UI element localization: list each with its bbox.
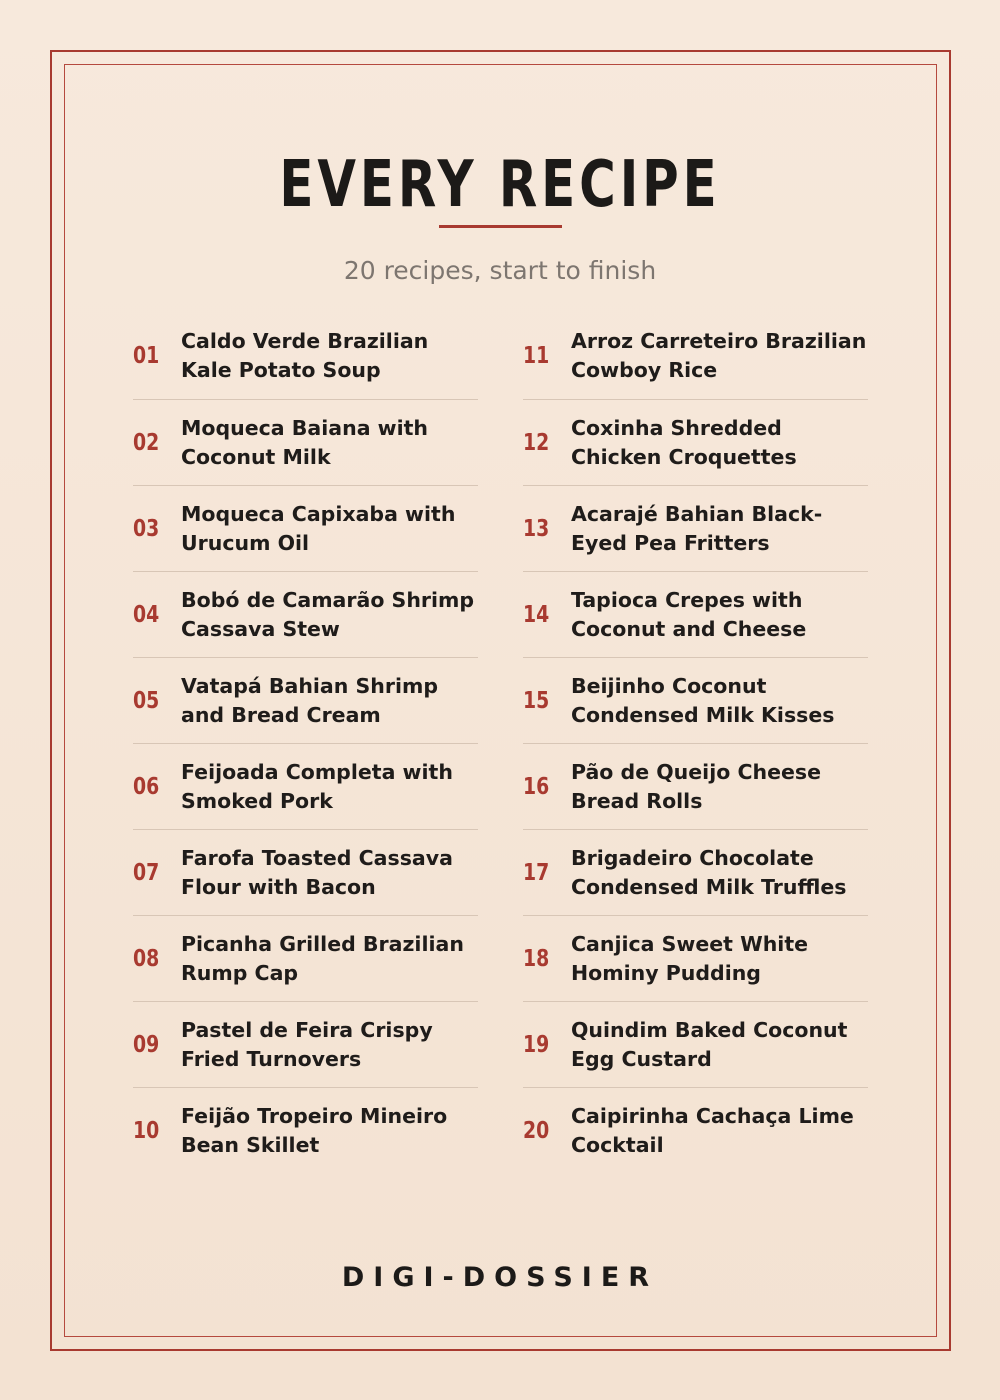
recipe-number: 03 [133,515,160,542]
recipe-number: 15 [523,687,550,714]
recipe-list-item [523,399,868,485]
recipe-list-item [133,399,478,485]
recipe-number: 17 [523,859,550,886]
recipe-name: Beijinho Coconut Condensed Milk Kisses [571,673,835,727]
recipe-list-item [523,1087,868,1173]
recipe-name: Farofa Toasted Cassava Flour with Bacon [181,845,453,899]
recipe-number: 07 [133,859,160,886]
recipe-number: 12 [523,429,550,456]
recipe-name: Moqueca Capixaba with Urucum Oil [181,501,456,555]
recipe-name: Canjica Sweet White Hominy Pudding [571,931,809,985]
recipe-number: 18 [523,945,550,972]
recipe-list-item [523,571,868,657]
recipe-list-right [523,313,868,1173]
recipe-name: Arroz Carreteiro Brazilian Cowboy Rice [571,329,867,382]
recipe-number: 08 [133,945,160,972]
recipe-name: Coxinha Shredded Chicken Croquettes [571,415,797,469]
recipe-list-item [133,915,478,1001]
recipe-list-item [523,1001,868,1087]
recipe-name: Acarajé Bahian Black-Eyed Pea Fritters [571,501,823,555]
recipe-list-item [523,829,868,915]
recipe-name: Vatapá Bahian Shrimp and Bread Cream [181,673,439,727]
recipe-list-item [133,1001,478,1087]
recipe-list-item [133,313,478,399]
recipe-name: Picanha Grilled Brazilian Rump Cap [181,931,464,985]
recipe-number: 13 [523,515,550,542]
recipe-list-item [133,1087,478,1173]
page-title: EVERY RECIPE [279,148,721,222]
recipe-name: Caldo Verde Brazilian Kale Potato Soup [181,329,429,382]
recipe-number: 01 [133,343,160,369]
recipe-number: 02 [133,429,160,456]
recipe-name: Moqueca Baiana with Coconut Milk [181,415,429,469]
recipe-list-item [133,829,478,915]
recipe-name: Tapioca Crepes with Coconut and Cheese [571,587,807,641]
recipe-number: 14 [523,601,550,628]
recipe-name: Quindim Baked Coconut Egg Custard [571,1017,848,1071]
recipe-name: Caipirinha Cachaça Lime Cocktail [571,1103,854,1157]
recipe-number: 05 [133,687,160,714]
recipe-list-item [133,485,478,571]
recipe-number: 04 [133,601,160,628]
recipe-name: Pão de Queijo Cheese Bread Rolls [571,759,821,813]
recipe-list-item [523,743,868,829]
page-subtitle: 20 recipes, start to finish [343,256,657,285]
recipe-list-item [523,915,868,1001]
title-underline [439,225,562,228]
recipe-name: Feijão Tropeiro Mineiro Bean Skillet [181,1103,448,1157]
recipe-number: 10 [133,1117,160,1144]
recipe-number: 20 [523,1117,550,1144]
recipe-list-item [523,313,868,399]
recipe-list-item [523,657,868,743]
recipe-list-item [133,657,478,743]
recipe-number: 09 [133,1031,160,1058]
brand-footer: DIGI-DOSSIER [341,1262,659,1293]
recipe-number: 06 [133,773,160,800]
recipe-name: Feijoada Completa with Smoked Pork [181,759,453,813]
recipe-list-item [133,571,478,657]
recipe-number: 16 [523,773,550,800]
recipe-list-left [133,313,478,1173]
recipe-number: 11 [523,343,550,369]
recipe-name: Brigadeiro Chocolate Condensed Milk Truffles [571,845,847,899]
recipe-list-item [523,485,868,571]
recipe-list-item [133,743,478,829]
recipe-name: Bobó de Camarão Shrimp Cassava Stew [181,587,475,641]
recipe-number: 19 [523,1031,550,1058]
recipe-name: Pastel de Feira Crispy Fried Turnovers [181,1017,433,1071]
